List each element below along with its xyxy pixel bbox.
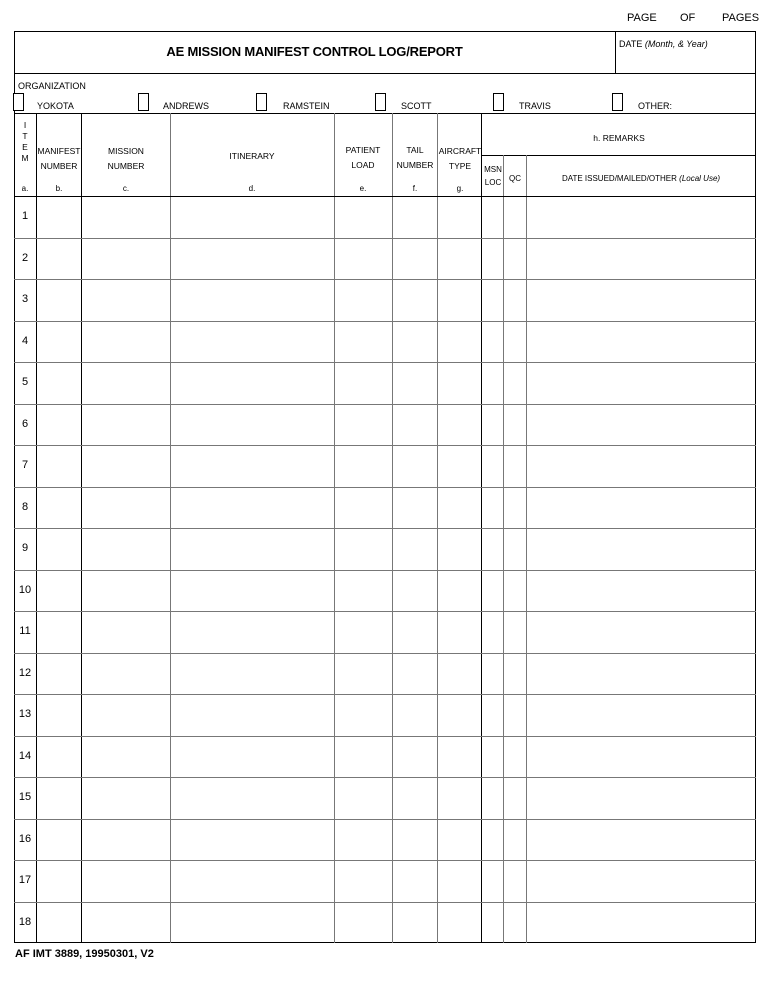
travis-label: TRAVIS bbox=[519, 101, 551, 111]
table-row[interactable] bbox=[37, 446, 755, 486]
msn-loc-header: MSN LOC bbox=[484, 165, 502, 187]
ramstein-checkbox[interactable] bbox=[256, 93, 267, 111]
tail-number-header: TAIL NUMBER bbox=[396, 145, 434, 170]
row-number: 15 bbox=[18, 791, 32, 803]
tail-code: f. bbox=[412, 184, 418, 193]
other-label: OTHER: bbox=[638, 101, 673, 111]
date-issued-header: DATE ISSUED/MAILED/OTHER (Local Use) bbox=[561, 174, 721, 183]
row-number: 2 bbox=[21, 251, 29, 264]
andrews-checkbox[interactable] bbox=[138, 93, 149, 111]
row-number: 14 bbox=[18, 749, 32, 762]
item-code: a. bbox=[21, 184, 29, 193]
table-row[interactable] bbox=[37, 778, 755, 818]
manifest-number-header: MANIFEST NUMBER bbox=[37, 146, 81, 171]
form-id: AF IMT 3889, 19950301, V2 bbox=[15, 948, 154, 960]
manifest-code: b. bbox=[55, 184, 63, 193]
table-row[interactable] bbox=[37, 861, 755, 901]
row-number: 9 bbox=[21, 542, 29, 554]
table-row[interactable] bbox=[37, 363, 755, 403]
itinerary-code: d. bbox=[248, 184, 256, 193]
table-row[interactable] bbox=[37, 820, 755, 860]
row-number: 7 bbox=[21, 459, 29, 471]
table-row[interactable] bbox=[37, 322, 755, 362]
of-label: OF bbox=[680, 12, 696, 24]
scott-checkbox[interactable] bbox=[375, 93, 386, 111]
scott-label: SCOTT bbox=[401, 101, 432, 111]
table-row[interactable] bbox=[37, 612, 755, 652]
table-row[interactable] bbox=[37, 654, 755, 694]
item-header: I T E M bbox=[21, 120, 29, 163]
aircraft-type-header: AIRCRAFT TYPE bbox=[438, 146, 482, 171]
travis-checkbox[interactable] bbox=[493, 93, 504, 111]
table-row[interactable] bbox=[37, 571, 755, 611]
page-label: PAGE bbox=[627, 12, 657, 24]
table-row[interactable] bbox=[37, 239, 755, 279]
mission-code: c. bbox=[122, 184, 130, 193]
organization-label: ORGANIZATION bbox=[18, 81, 86, 91]
row-number: 11 bbox=[19, 625, 31, 637]
table-row[interactable] bbox=[37, 529, 755, 569]
date-input[interactable] bbox=[620, 52, 752, 70]
row-number: 12 bbox=[18, 666, 32, 679]
row-number: 4 bbox=[21, 334, 29, 347]
yokota-label: YOKOTA bbox=[37, 101, 74, 111]
other-checkbox[interactable] bbox=[612, 93, 623, 111]
yokota-checkbox[interactable] bbox=[13, 93, 24, 111]
row-number: 8 bbox=[21, 500, 29, 513]
table-row[interactable] bbox=[37, 280, 755, 320]
table-row[interactable] bbox=[37, 405, 755, 445]
itinerary-header: ITINERARY bbox=[229, 151, 275, 161]
remarks-header: h. REMARKS bbox=[593, 133, 645, 143]
andrews-label: ANDREWS bbox=[163, 101, 210, 111]
row-number: 5 bbox=[21, 376, 29, 388]
patient-load-header: PATIENT LOAD bbox=[345, 145, 381, 170]
row-number: 16 bbox=[18, 832, 32, 845]
table-row[interactable] bbox=[37, 737, 755, 777]
patient-code: e. bbox=[359, 184, 367, 193]
row-number: 3 bbox=[21, 293, 29, 305]
mission-number-header: MISSION NUMBER bbox=[107, 146, 145, 171]
row-number: 17 bbox=[18, 874, 32, 886]
table-row[interactable] bbox=[37, 695, 755, 735]
table-row[interactable] bbox=[37, 488, 755, 528]
form-title: AE MISSION MANIFEST CONTROL LOG/REPORT bbox=[166, 44, 463, 59]
aircraft-code: g. bbox=[456, 184, 464, 193]
row-number: 13 bbox=[18, 708, 32, 720]
row-number: 18 bbox=[18, 915, 32, 928]
row-number: 1 bbox=[21, 210, 29, 222]
qc-header: QC bbox=[509, 174, 521, 183]
table-row[interactable] bbox=[37, 197, 755, 237]
row-number: 6 bbox=[21, 417, 29, 430]
pages-label: PAGES bbox=[722, 12, 760, 24]
date-field-label: DATE (Month, & Year) bbox=[619, 39, 708, 49]
table-row[interactable] bbox=[37, 903, 755, 943]
ramstein-label: RAMSTEIN bbox=[283, 101, 330, 111]
row-number: 10 bbox=[18, 583, 32, 596]
